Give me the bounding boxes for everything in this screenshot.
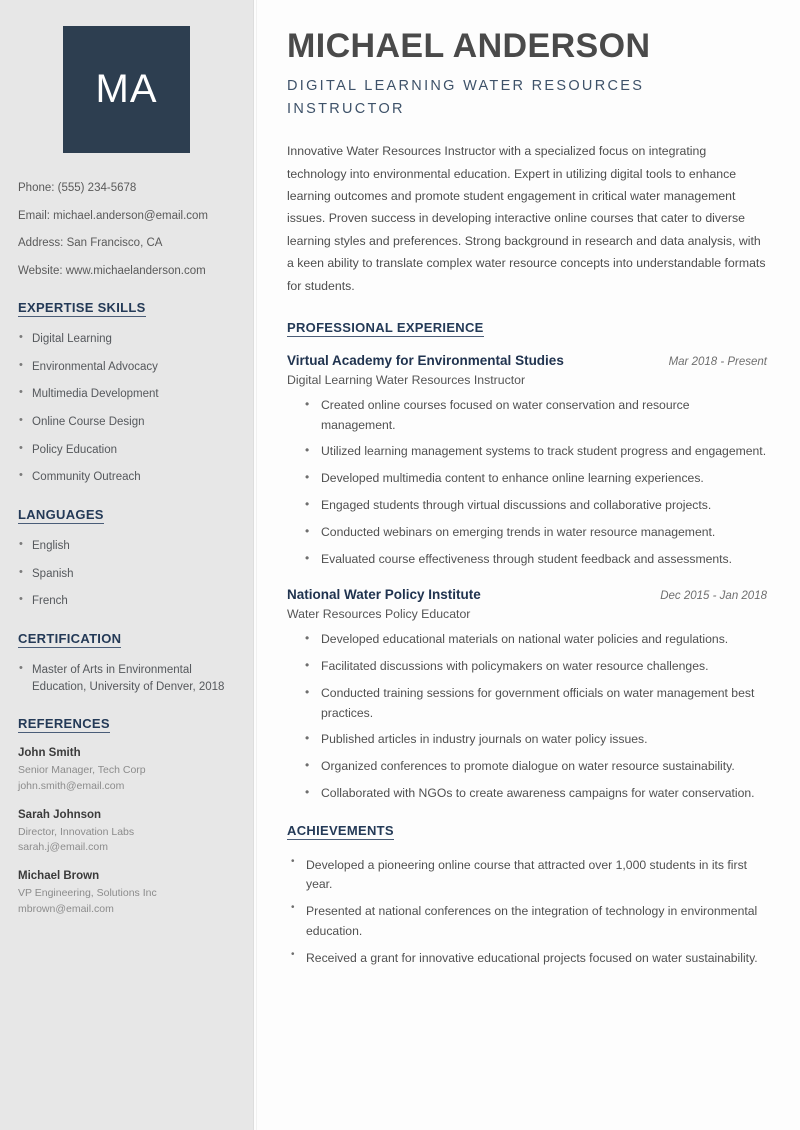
employment-dates: Mar 2018 - Present: [668, 355, 767, 368]
list-item: • French: [18, 593, 235, 610]
section-heading-achievements: ACHIEVEMENTS: [287, 822, 394, 838]
main-content: [254, 0, 800, 1130]
contact-phone: Phone: (555) 234-5678: [18, 182, 137, 194]
experience-header: [287, 353, 767, 368]
certification-list: [18, 662, 235, 695]
responsibility-list: [287, 630, 767, 803]
reference-role: VP Engineering, Solutions Inc: [18, 887, 157, 900]
page-title: MICHAEL ANDERSON: [287, 27, 651, 65]
section-heading-experience: PROFESSIONAL EXPERIENCE: [287, 319, 484, 335]
list-item: • Created online courses focused on water conservation and resource management.: [305, 396, 767, 436]
list-item: • Master of Arts in Environmental Education, University of Denver, 2018: [18, 662, 235, 695]
reference-role: Senior Manager, Tech Corp: [18, 764, 146, 777]
list-item: • Conducted webinars on emerging trends in water resource management.: [305, 523, 767, 543]
reference-email: sarah.j@email.com: [18, 841, 109, 854]
reference-name: Sarah Johnson: [18, 808, 102, 821]
employer-name: National Water Policy Institute: [287, 587, 481, 603]
contact-address: Address: San Francisco, CA: [18, 237, 163, 250]
section-languages: [18, 506, 235, 610]
reference-name: Michael Brown: [18, 870, 100, 883]
professional-summary: Innovative Water Resources Instructor with a specialized focus on integrating technology into environmental education. Expert in utilizing digital tools to enhance learning outcomes and promote student engagement in critical water management issues. Proven success in developing interactive online courses that cater to diverse learning styles and preferences. Strong background in research and data analysis, with a keen ability to translate complex water resource concepts into understandable formats for students.: [287, 144, 766, 293]
list-item: • Developed a pioneering online course that attracted over 1,000 students in its first year.: [289, 856, 767, 896]
contact-info: [18, 181, 235, 279]
list-item: • Published articles in industry journals on water policy issues.: [305, 730, 767, 750]
list-item: • Collaborated with NGOs to create awareness campaigns for water conservation.: [305, 784, 767, 804]
list-item: • Evaluated course effectiveness through student feedback and assessments.: [305, 550, 767, 570]
list-item: • Developed educational materials on national water policies and regulations.: [305, 630, 767, 650]
reference-role: Director, Innovation Labs: [18, 825, 135, 838]
list-item: • Online Course Design: [18, 414, 235, 431]
position-title: Water Resources Policy Educator: [287, 607, 471, 622]
section-heading-skills: EXPERTISE SKILLS: [18, 300, 146, 316]
section-references: [18, 715, 235, 916]
reference-name: John Smith: [18, 747, 81, 760]
employment-dates: Dec 2015 - Jan 2018: [660, 590, 767, 603]
position-title: Digital Learning Water Resources Instructor: [287, 372, 526, 387]
experience-item: [287, 587, 767, 803]
reference-item: [18, 809, 235, 855]
list-item: • Multimedia Development: [18, 386, 235, 403]
list-item: • Organized conferences to promote dialogue on water resource sustainability.: [305, 757, 767, 777]
contact-email: Email: michael.anderson@email.com: [18, 209, 208, 222]
list-item: • Engaged students through virtual discussions and collaborative projects.: [305, 496, 767, 516]
list-item: • Community Outreach: [18, 469, 235, 486]
list-item: • Received a grant for innovative educational projects focused on water sustainability.: [289, 949, 767, 969]
contact-website: Website: www.michaelanderson.com: [18, 264, 206, 277]
section-expertise-skills: [18, 299, 235, 486]
responsibility-list: [287, 396, 767, 569]
list-item: • Policy Education: [18, 442, 235, 459]
list-item: • Facilitated discussions with policymakers on water resource challenges.: [305, 657, 767, 677]
achievements-list: [287, 856, 767, 969]
list-item: • Environmental Advocacy: [18, 359, 235, 376]
section-heading-certification: CERTIFICATION: [18, 631, 122, 647]
section-achievements: [287, 822, 767, 969]
list-item: • Spanish: [18, 566, 235, 583]
list-item: • Digital Learning: [18, 331, 235, 348]
section-heading-references: REFERENCES: [18, 716, 110, 732]
list-item: • Presented at national conferences on the integration of technology in environmental education.: [289, 902, 767, 942]
list-item: • English: [18, 538, 235, 555]
list-item: • Developed multimedia content to enhance online learning experiences.: [305, 469, 767, 489]
sidebar: [0, 0, 254, 1130]
avatar-container: [18, 26, 235, 153]
experience-item: [287, 353, 767, 569]
employer-name: Virtual Academy for Environmental Studies: [287, 352, 564, 368]
section-heading-languages: LANGUAGES: [18, 507, 104, 523]
skills-list: [18, 331, 235, 486]
job-title-subtitle: DIGITAL LEARNING WATER RESOURCES INSTRUCTOR: [287, 78, 645, 117]
reference-email: mbrown@email.com: [18, 902, 114, 915]
reference-email: john.smith@email.com: [18, 779, 125, 792]
experience-header: [287, 587, 767, 602]
avatar: MA: [63, 26, 190, 153]
list-item: • Utilized learning management systems to track student progress and engagement.: [305, 442, 767, 462]
section-professional-experience: [287, 319, 767, 804]
languages-list: [18, 538, 235, 610]
list-item: • Conducted training sessions for government officials on water management best practices.: [305, 684, 767, 724]
section-certification: [18, 630, 235, 695]
reference-item: [18, 870, 235, 916]
reference-item: [18, 747, 235, 793]
